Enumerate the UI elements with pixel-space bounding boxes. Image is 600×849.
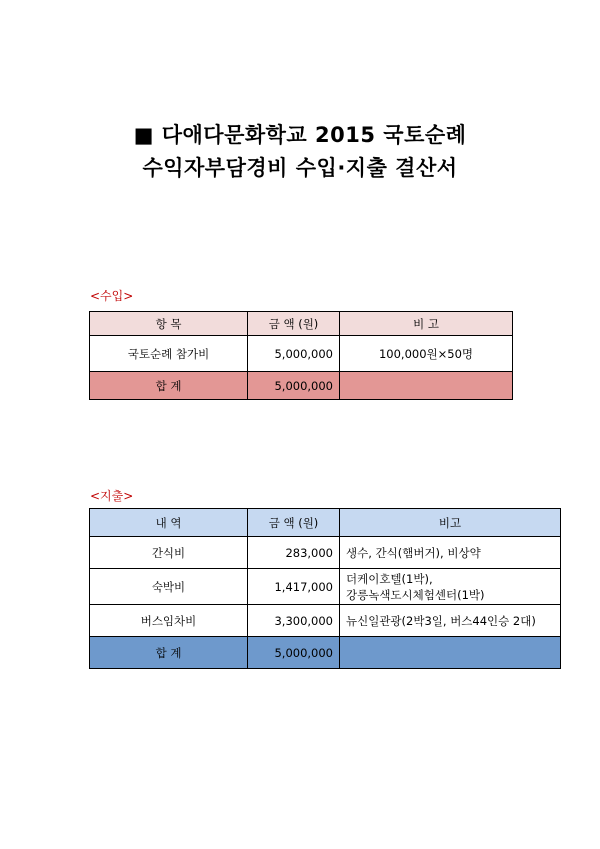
expense-note: [340, 569, 561, 605]
table-row: [90, 336, 513, 372]
table-row: [90, 605, 561, 637]
income-item: 국토순례 참가비: [90, 336, 248, 372]
expense-note-line: 강릉녹색도시체험센터(1박): [346, 587, 485, 602]
income-total-label: 합 계: [90, 372, 248, 400]
income-total-note: [340, 372, 513, 400]
expense-note: 생수, 간식(햄버거), 비상약: [340, 537, 561, 569]
expense-header-note: 비고: [340, 509, 561, 537]
table-row: [90, 537, 561, 569]
expense-section-label: <지출>: [90, 489, 134, 503]
expense-header-amount: 금 액 (원): [248, 509, 340, 537]
expense-header-row: [90, 509, 561, 537]
expense-total-amount: 5,000,000: [248, 637, 340, 669]
income-header-row: [90, 312, 513, 336]
expense-amount: 3,300,000: [248, 605, 340, 637]
expense-item: 숙박비: [90, 569, 248, 605]
income-note: 100,000원×50명: [340, 336, 513, 372]
income-header-amount: 금 액 (원): [248, 312, 340, 336]
expense-amount: 1,417,000: [248, 569, 340, 605]
expense-note-line: 더케이호텔(1박),: [346, 571, 433, 586]
expense-note: 뉴신일관광(2박3일, 버스44인승 2대): [340, 605, 561, 637]
income-header-item: 항 목: [90, 312, 248, 336]
income-amount: 5,000,000: [248, 336, 340, 372]
expense-item: 간식비: [90, 537, 248, 569]
expense-total-note: [340, 637, 561, 669]
income-total-row: [90, 372, 513, 400]
expense-total-label: 합 계: [90, 637, 248, 669]
table-row: [90, 569, 561, 605]
title-line-2: 수익자부담경비 수입·지출 결산서: [142, 156, 458, 180]
expense-header-item: 내 역: [90, 509, 248, 537]
income-table: [89, 311, 513, 400]
expense-item: 버스임차비: [90, 605, 248, 637]
expense-table: [89, 508, 561, 669]
income-total-amount: 5,000,000: [248, 372, 340, 400]
income-header-note: 비 고: [340, 312, 513, 336]
expense-amount: 283,000: [248, 537, 340, 569]
income-section-label: <수입>: [90, 289, 134, 303]
title-line-1: ■ 다애다문화학교 2015 국토순례: [133, 123, 467, 147]
expense-total-row: [90, 637, 561, 669]
